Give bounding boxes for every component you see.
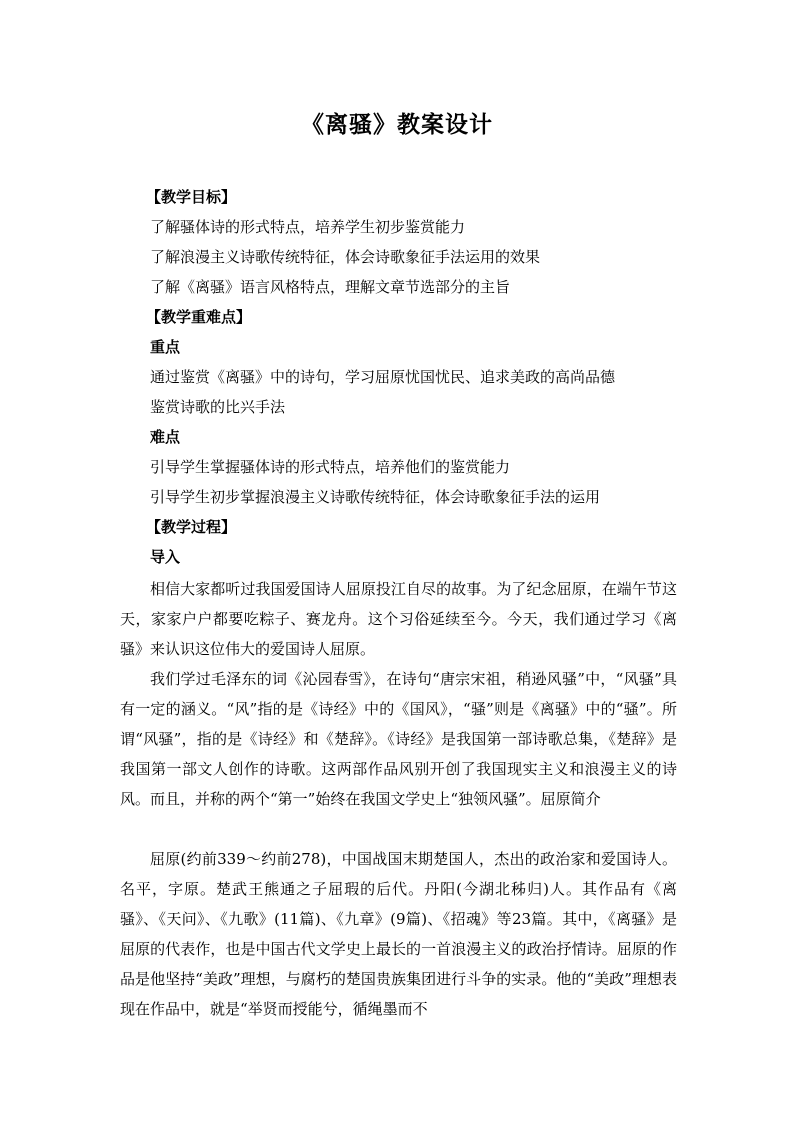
key-item: 鉴赏诗歌的比兴手法 [150, 398, 286, 416]
difficult-item: 引导学生初步掌握浪漫主义诗歌传统特征，体会诗歌象征手法的运用 [150, 488, 601, 506]
goal-item: 了解浪漫主义诗歌传统特征，体会诗歌象征手法运用的效果 [150, 248, 541, 266]
section-heading-keypoints: 【教学重难点】 [146, 308, 252, 326]
document-title: 《离骚》教案设计 [301, 111, 493, 138]
section-heading-process: 【教学过程】 [146, 518, 237, 536]
subheading-intro: 导入 [150, 548, 181, 566]
section-heading-goals: 【教学目标】 [146, 188, 237, 206]
body-paragraph: 屈原(约前339～约前278)，中国战国末期楚国人，杰出的政治家和爱国诗人。名平，字原。楚武王熊通之子屈瑕的后代。丹阳(今湖北秭归)人。其作品有《离骚》、《天问》、《九歌》(11篇)、《九章》(9篇)、《招魂》等23篇。其中，《离骚》是屈原的代表作，也是中国古代文学史上最长的一首浪漫主义的政治抒情诗。屈原的作品是他坚持“美政”理想，与腐朽的楚国贵族集团进行斗争的实录。他的“美政”理想表现在作品中，就是“举贤而授能兮，循绳墨而不 [120, 850, 677, 1018]
goal-item: 了解骚体诗的形式特点，培养学生初步鉴赏能力 [150, 218, 466, 236]
subheading-key: 重点 [150, 338, 181, 356]
body-paragraph: 我们学过毛泽东的词《沁园春雪》，在诗句“唐宗宋祖，稍逊风骚”中，“风骚”具有一定的涵义。“风”指的是《诗经》中的《国风》，“骚”则是《离骚》中的“骚”。所谓“风骚”，指的是《诗经》和《楚辞》。《诗经》是我国第一部诗歌总集，《楚辞》是我国第一部文人创作的诗歌。这两部作品风别开创了我国现实主义和浪漫主义的诗风。而且，并称的两个“第一”始终在我国文学史上“独领风骚”。屈原简介 [120, 670, 677, 808]
subheading-difficult: 难点 [150, 428, 181, 446]
difficult-item: 引导学生掌握骚体诗的形式特点，培养他们的鉴赏能力 [150, 458, 511, 476]
key-item: 通过鉴赏《离骚》中的诗句，学习屈原忧国忧民、追求美政的高尚品德 [150, 368, 616, 386]
goal-item: 了解《离骚》语言风格特点，理解文章节选部分的主旨 [150, 278, 511, 296]
body-paragraph: 相信大家都听过我国爱国诗人屈原投江自尽的故事。为了纪念屈原，在端午节这天，家家户户都要吃粽子、赛龙舟。这个习俗延续至今。今天，我们通过学习《离骚》来认识这位伟大的爱国诗人屈原。 [120, 580, 677, 658]
